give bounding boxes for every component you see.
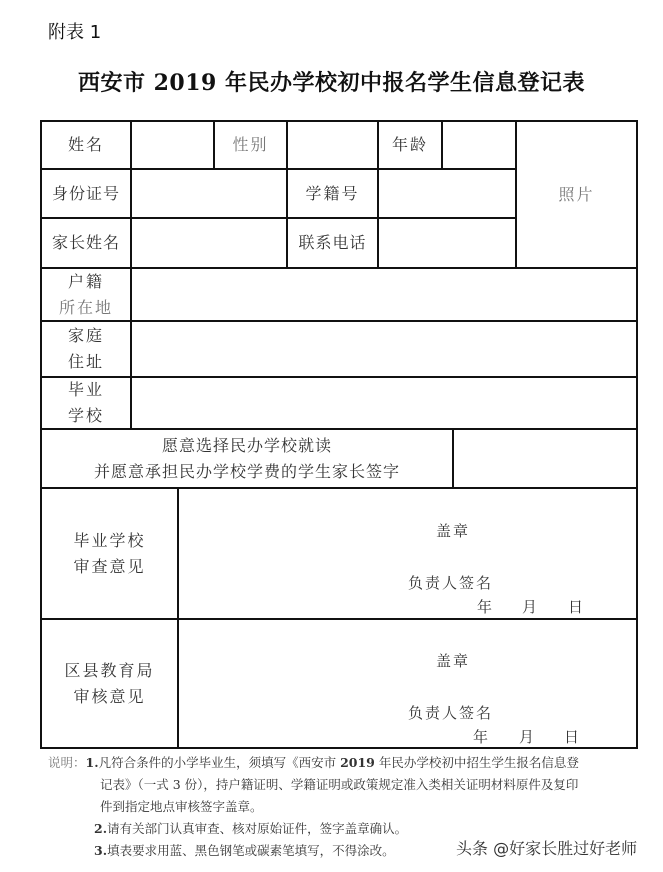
note-item-1-line3: 件到指定地点审核签字盖章。 [100, 799, 263, 814]
gender-label: 性别 [232, 135, 269, 154]
home-address-label [42, 322, 130, 376]
col-divider [177, 487, 179, 749]
school-review-stamp: 盖章 [436, 522, 471, 540]
district-review-stamp: 盖章 [436, 652, 471, 670]
note-item-2: 2.请有关部门认真审查、核对原始证件，签字盖章确认。 [94, 821, 408, 836]
school-review-month: 月 [522, 598, 540, 616]
household-label-line2: 所在地 [58, 297, 113, 317]
name-field[interactable] [132, 122, 213, 168]
notes-prefix: 说明： [48, 755, 86, 770]
student-number-field[interactable] [379, 170, 515, 217]
phone-field[interactable] [379, 219, 515, 267]
parent-name-label: 家长姓名 [51, 233, 120, 252]
district-review-label-line1: 区县教育局 [64, 660, 155, 680]
age-field[interactable] [443, 122, 515, 168]
district-review-label [42, 620, 177, 747]
watermark: 头条 @好家长胜过好老师 [456, 839, 638, 858]
district-review-day: 日 [564, 728, 582, 746]
school-review-label [42, 489, 177, 618]
school-review-year: 年 [477, 598, 495, 616]
gender-field[interactable] [288, 122, 377, 168]
phone-label: 联系电话 [298, 233, 367, 252]
id-number-field[interactable] [132, 170, 286, 217]
student-number-label: 学籍号 [305, 183, 360, 203]
note-item-1: 说明：1.凡符合条件的小学毕业生，须填写《西安市 2019 年民办学校初中招生学生报名信息登 [48, 755, 579, 770]
home-address-label-line2: 住址 [67, 352, 104, 371]
district-review-month: 月 [519, 728, 537, 746]
home-address-label-line1: 家庭 [67, 326, 104, 345]
school-review-label-line2: 审查意见 [73, 556, 146, 576]
parent-name-field[interactable] [132, 219, 286, 267]
district-review-year: 年 [473, 728, 491, 746]
age-label: 年龄 [391, 135, 428, 154]
graduation-school-label-line2: 学校 [67, 406, 104, 425]
parent-signature-label-line1: 愿意选择民办学校就读 [161, 435, 332, 455]
school-review-day: 日 [568, 598, 586, 616]
name-label: 姓名 [67, 135, 104, 154]
appendix-label: 附表 1 [48, 22, 102, 43]
page-title: 西安市 2019 年民办学校初中报名学生信息登记表 [77, 70, 586, 96]
table-border-bottom [40, 747, 638, 749]
table-border-right [636, 120, 638, 749]
parent-signature-field[interactable] [454, 430, 636, 487]
parent-signature-label [42, 430, 452, 487]
graduation-school-field[interactable] [132, 378, 636, 428]
school-review-signer: 负责人签名 [408, 574, 494, 592]
parent-signature-label-line2: 并愿意承担民办学校学费的学生家长签字 [93, 461, 400, 481]
household-field[interactable] [132, 269, 636, 320]
graduation-school-label-line1: 毕业 [67, 380, 104, 399]
household-label [42, 269, 130, 320]
note-item-3: 3.填表要求用蓝、黑色钢笔或碳素笔填写，不得涂改。 [94, 843, 395, 858]
household-label-line1: 户籍 [67, 271, 104, 291]
id-number-label: 身份证号 [51, 183, 120, 203]
school-review-label-line1: 毕业学校 [73, 530, 146, 550]
district-review-signer: 负责人签名 [408, 704, 494, 722]
note-item-1-line2: 记表》（一式 3 份），持户籍证明、学籍证明或政策规定准入类相关证明材料原件及复印 [100, 777, 579, 792]
graduation-school-label [42, 378, 130, 428]
home-address-field[interactable] [132, 322, 636, 376]
photo-box[interactable]: 照片 [558, 184, 595, 204]
district-review-label-line2: 审核意见 [73, 686, 146, 706]
